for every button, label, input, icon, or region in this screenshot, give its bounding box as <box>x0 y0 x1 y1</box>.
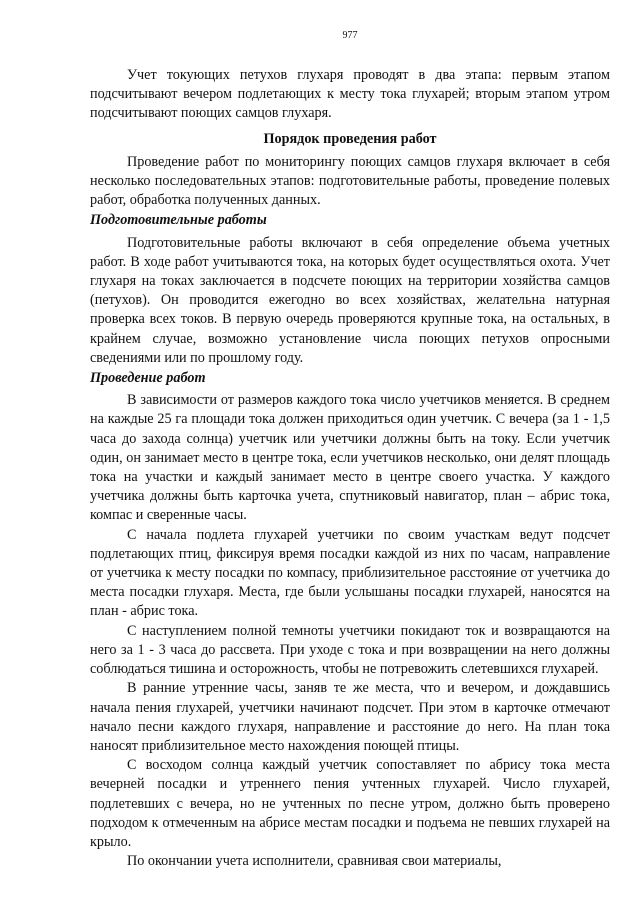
preparatory-paragraph: Подготовительные работы включают в себя определение объема учетных работ. В ходе работ учитываются тока, на которых будет осуществляться охота. Учет глухаря на токах заключается в подсчете поющих на территории хозяйства самцов (петухов). Он проводится ежегодно во всех хозяйствах, желательна натурная проверка всех токов. В первую очередь проверяются крупные тока, на остальных, в крайнем случае, возможно установление числа поющих петухов опросными сведениями или по прошлому году. <box>90 234 610 366</box>
fieldwork-paragraph-1: В зависимости от размеров каждого тока число учетчиков меняется. В среднем на каждые 25 га площади тока должен приходиться один учетчик. С вечера (за 1 - 1,5 часа до захода солнца) учетчик или учетчики должны быть на току. Если учетчик один, он занимает место в центре тока, если учетчиков несколько, они делят площадь тока на участки и каждый занимает место в центре своего участка. У каждого учетчика должны быть карточка учета, спутниковый навигатор, план – абрис тока, компас и сверенные часы. <box>90 392 610 524</box>
section-heading-procedure: Порядок проведения работ <box>263 130 437 147</box>
fieldwork-paragraph-5: С восходом солнца каждый учетчик сопоставляет по абрису тока места вечерней посадки и утреннего пения учтенных глухарей. Число глухарей, подлетевших с вечера, но не учтенных по песне утром, должно быть проверено подходом к отмеченным на абрисе местам посадки и подъема не певших глухарей на крыло. <box>90 757 610 850</box>
fieldwork-paragraph-4: В ранние утренние часы, заняв те же места, что и вечером, и дождавшись начала пения глухарей, учетчики начинают подсчет. При этом в карточке отмечают начало песни каждого глухаря, направление и расстояние до него. На план тока наносят приблизительное место нахождения поющей птицы. <box>90 680 610 754</box>
intro-paragraph: Учет токующих петухов глухаря проводят в два этапа: первым этапом подсчитывают вечером подлетающих к месту тока глухарей; вторым этапом утром подсчитывают поющих самцов глухаря. <box>90 67 610 122</box>
page-number: 977 <box>342 30 358 41</box>
document-page <box>90 30 610 871</box>
subsection-heading-fieldwork: Проведение работ <box>90 370 206 387</box>
fieldwork-paragraph-6: По окончании учета исполнители, сравнивая свои материалы, <box>127 853 502 870</box>
fieldwork-paragraph-2: С начала подлета глухарей учетчики по своим участкам ведут подсчет подлетающих птиц, фиксируя время посадки каждой из них по часам, направление от учетчика к месту посадки по компасу, приблизительное расстояние от учетчика до места посадки глухаря. Места, где были услышаны посадки глухарей, наносятся на план - абрис тока. <box>90 526 610 620</box>
subsection-heading-preparatory: Подготовительные работы <box>90 212 267 229</box>
procedure-paragraph: Проведение работ по мониторингу поющих самцов глухаря включает в себя несколько последовательных этапов: подготовительные работы, проведение полевых работ, обработка полученных данных. <box>90 153 610 209</box>
fieldwork-paragraph-3: С наступлением полной темноты учетчики покидают ток и возвращаются на него за 1 - 3 часа до рассвета. При уходе с тока и при возвращении на него должны соблюдаться тишина и осторожность, чтобы не потревожить слетевшихся глухарей. <box>90 622 610 678</box>
